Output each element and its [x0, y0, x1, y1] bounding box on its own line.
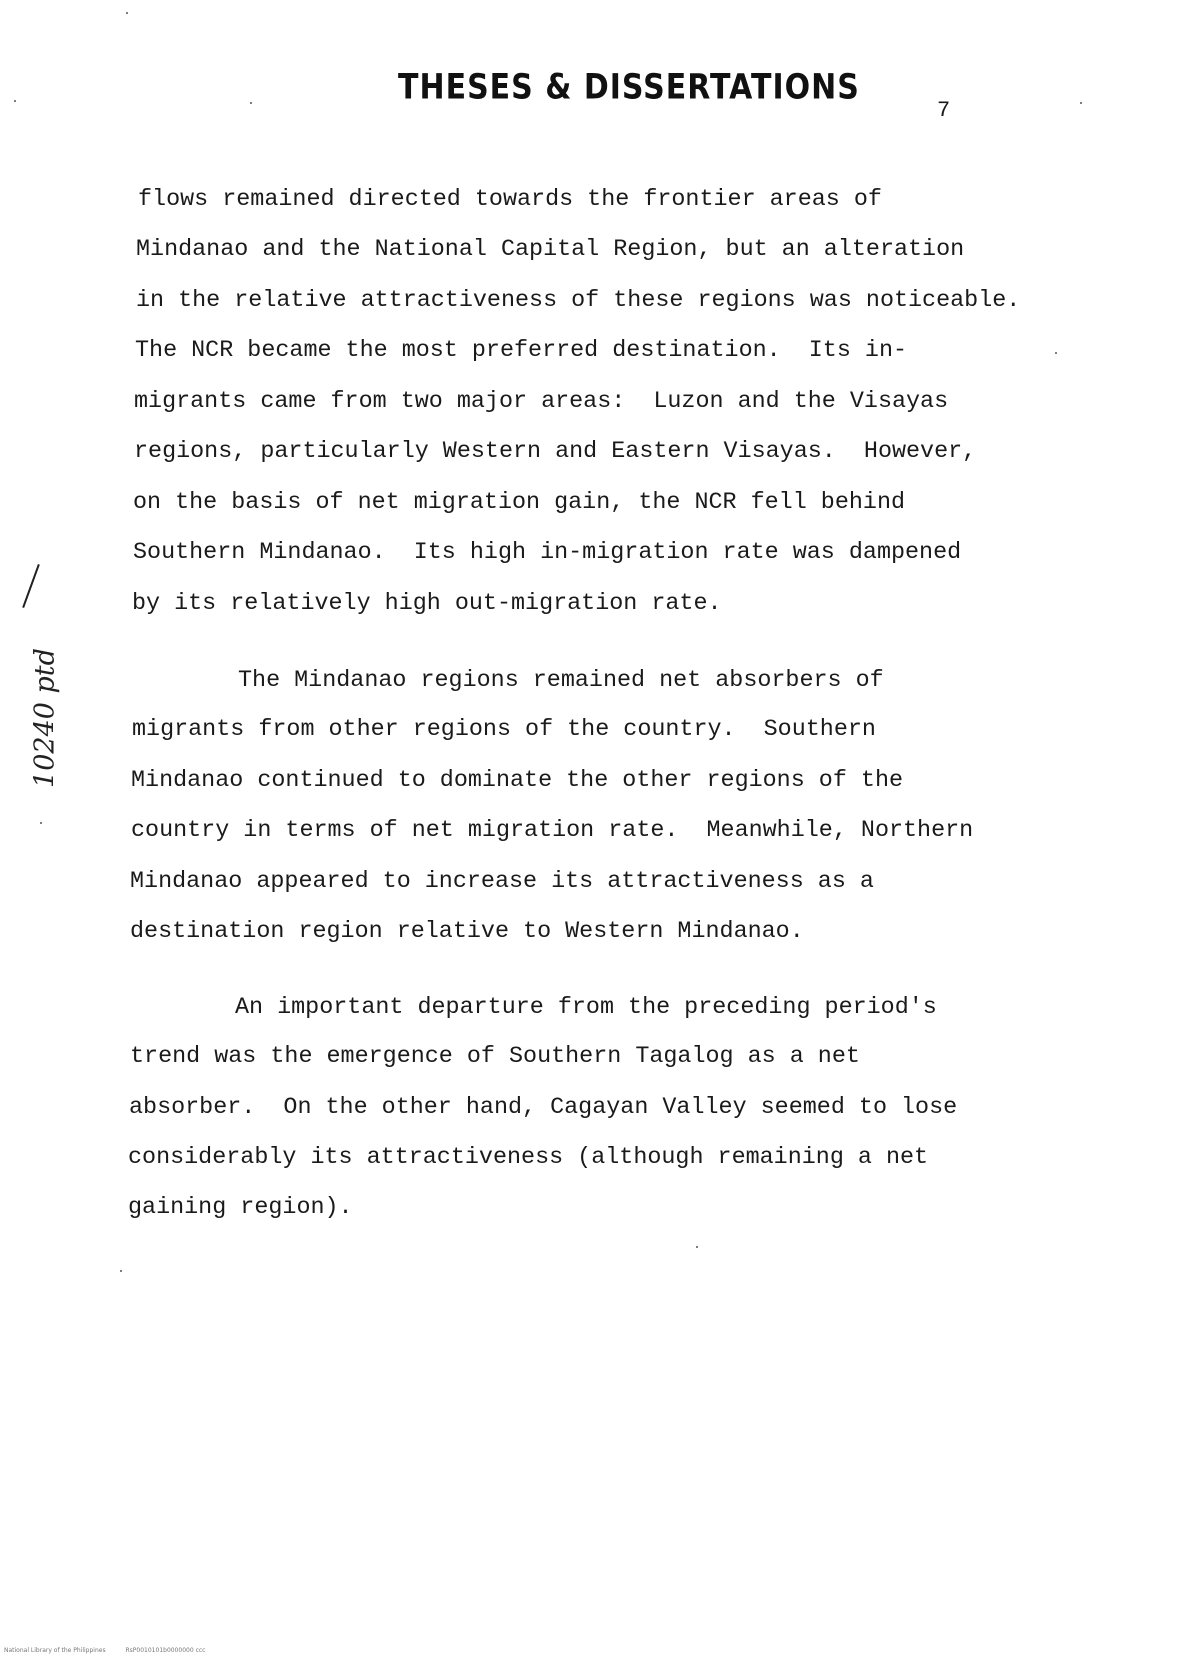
text-line: absorber. On the other hand, Cagayan Valley seemed to lose: [129, 1095, 958, 1121]
scan-speck: [14, 100, 16, 102]
scan-speck: [250, 102, 252, 104]
scan-speck: [1080, 102, 1082, 104]
handwritten-margin-note: 10240 ptd: [29, 648, 61, 788]
footer-left-text: National Library of the Philippines: [4, 1647, 106, 1654]
scan-speck: [120, 1270, 122, 1272]
text-line: in the relative attractiveness of these regions was noticeable.: [136, 288, 1021, 314]
text-line: destination region relative to Western Mindanao.: [130, 919, 804, 945]
text-line: The Mindanao regions remained net absorbers of: [238, 668, 884, 694]
theses-dissertations-stamp: THESES & DISSERTATIONS: [398, 67, 860, 108]
text-line: Southern Mindanao. Its high in-migration rate was dampened: [133, 540, 962, 566]
text-line: The NCR became the most preferred destination. Its in-: [135, 338, 908, 364]
text-line: Mindanao and the National Capital Region, but an alteration: [136, 237, 965, 263]
text-line: flows remained directed towards the frontier areas of: [138, 187, 882, 213]
scan-speck: [696, 1246, 698, 1248]
text-line: by its relatively high out-migration rate.: [132, 591, 722, 617]
text-line: gaining region).: [128, 1195, 353, 1221]
text-line: Mindanao appeared to increase its attractiveness as a: [130, 869, 874, 895]
text-line: trend was the emergence of Southern Tagalog as a net: [130, 1044, 860, 1070]
text-line: migrants came from two major areas: Luzon and the Visayas: [134, 389, 949, 415]
text-line: Mindanao continued to dominate the other regions of the: [131, 768, 904, 794]
text-line: considerably its attractiveness (although remaining a net: [128, 1145, 929, 1171]
scan-speck: [126, 12, 128, 14]
margin-slash-mark: [22, 564, 40, 608]
text-line: migrants from other regions of the country. Southern: [132, 717, 876, 743]
text-line: regions, particularly Western and Eastern Visayas. However,: [134, 439, 977, 465]
scan-speck: [1055, 352, 1057, 354]
text-line: An important departure from the preceding period's: [235, 995, 937, 1021]
text-line: country in terms of net migration rate. Meanwhile, Northern: [131, 818, 974, 844]
text-line: on the basis of net migration gain, the NCR fell behind: [133, 490, 906, 516]
footer-right-text: RsP0010101b0000000 ccc: [125, 1647, 206, 1654]
scan-speck: [40, 822, 42, 824]
scan-footer: [4, 1647, 223, 1654]
page-number: 7: [937, 98, 951, 123]
